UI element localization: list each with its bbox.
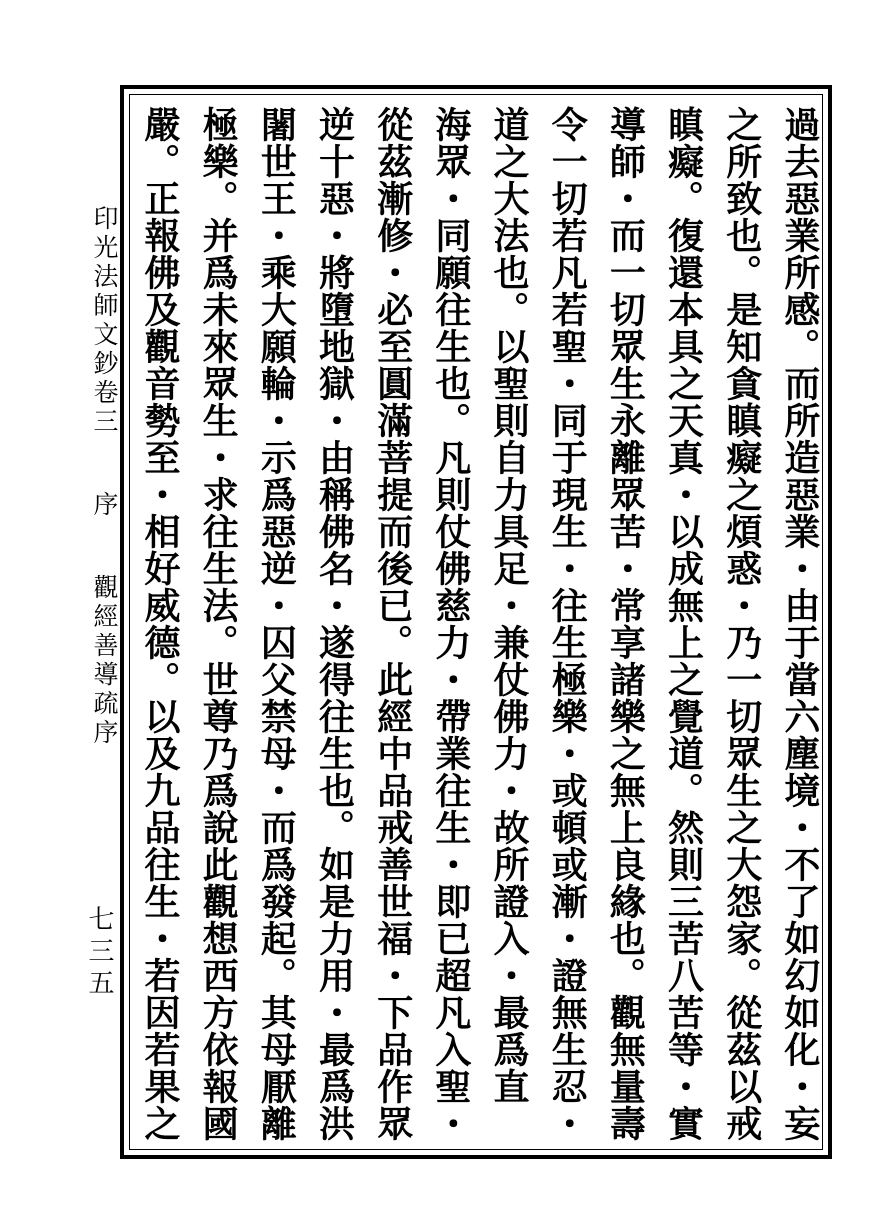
page-number: 七三五 <box>84 905 114 1001</box>
running-header <box>66 205 122 905</box>
text-column: 道之大法也。以聖則自力具足・兼仗佛力・故所證入・最爲直 <box>488 106 531 1105</box>
text-column: 闍世王・乘大願輪・示爲惡逆・囚父禁母・而爲發起。其母厭離 <box>255 106 298 1142</box>
text-column: 過去惡業所感。而所造惡業・由于當六塵境・不了如幻如化・妄 <box>778 106 821 1142</box>
text-column: 極樂。并爲未來眾生・求往生法。世尊乃爲說此觀想西方依報國 <box>197 106 240 1142</box>
header-section: 序 <box>90 490 119 520</box>
header-article-title: 觀經善導疏序 <box>90 573 119 748</box>
header-book-title: 印光法師文鈔卷三 <box>90 205 119 437</box>
text-column: 嚴。正報佛及觀音勢至・相好威德。以及九品往生・若因若果之 <box>139 106 181 1142</box>
text-column: 導師・而一切眾生永離眾苦・常享諸樂之無上良緣也。觀無量壽 <box>604 106 647 1142</box>
text-column: 海眾・同願往生也。凡則仗佛慈力・帶業往生・即已超凡入聖・ <box>429 106 472 1142</box>
text-column: 逆十惡・將墮地獄・由稱佛名・遂得往生也。如是力用・最爲洪 <box>313 106 356 1142</box>
text-column: 從茲漸修・必至圓滿菩提而後已。此經中品戒善世福・下品作眾 <box>371 106 414 1142</box>
text-columns <box>135 100 825 1145</box>
text-column: 瞋癡。復還本具之天真・以成無上之覺道。然則三苦八苦等・實 <box>662 106 705 1142</box>
text-column: 令一切若凡若聖・同于現生・往生極樂・或頓或漸・證無生忍・ <box>546 106 589 1142</box>
text-column: 之所致也。是知貪瞋癡之煩惑・乃一切眾生之大怨家。從茲以戒 <box>720 106 763 1142</box>
